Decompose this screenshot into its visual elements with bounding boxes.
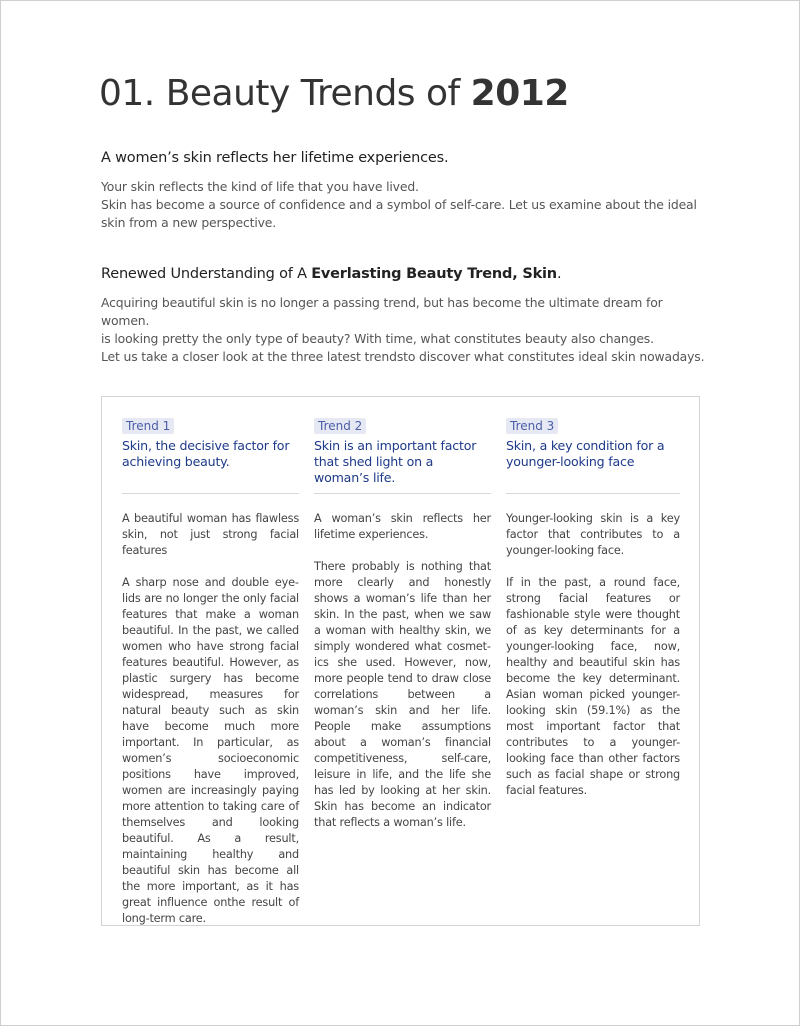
understanding-line: Let us take a closer look at the three latest trendsto discover what constitutes ideal skin nowadays. (101, 349, 705, 364)
title-year: 2012 (470, 73, 569, 114)
intro-section (101, 148, 705, 232)
trend-paragraph: If in the past, a round face, strong facial features or fashionable style were thought of as key determinants for a younger-looking face, now, healthy and beautiful skin has become the key determinant. Asian woman picked younger-looking skin (59.1%) as the most important factor that contributes to a younger-looking face than other factors such as facial shape or strong facial features. (506, 576, 680, 797)
trend-badge: Trend 2 (314, 418, 366, 434)
trend-paragraph: A sharp nose and double eyelids are no longer the only facial features that make a woman beautiful. In the past, we called women who have strong facial features beautiful. However, as plastic surgery has become widespread, measures for natural beauty such as skin have become much more important. In particular, as women’s socioeconomic positions have improved, women are increasingly paying more attention to taking care of themselves and looking beautiful. As a result, maintaining healthy and beautiful skin has become all the more important, as it has great influence onthe result of long-term care. (122, 576, 299, 925)
trend-body (122, 511, 299, 927)
understanding-line: Acquiring beautiful skin is no longer a passing trend, but has become the ultimate dream for women. (101, 295, 663, 328)
trends-box (101, 396, 700, 926)
trend-badge: Trend 1 (122, 418, 174, 434)
understanding-paragraph (101, 294, 705, 366)
trend-title: Skin, the decisive factor for achieving beauty. (122, 438, 290, 469)
understanding-line: is looking pretty the only type of beauty? With time, what constitutes beauty also changes. (101, 331, 654, 346)
understanding-heading (101, 264, 705, 284)
trend-title: Skin, a key condition for a younger-looking face (506, 438, 665, 469)
trend-paragraph: There probably is nothing that more clearly and honestly shows a woman’s life than her skin. In the past, when we saw a woman with healthy skin, we simply wondered what cosmetics she used. However, now, more people tend to draw close correlations between a woman’s skin and her life. People make assumptions about a woman’s financial competitiveness, self-care, leisure in life, and the life she has led by looking at her skin. Skin has become an indicator that reflects a woman’s life. (314, 560, 491, 829)
trend-body (506, 511, 680, 799)
heading-plain: Renewed Understanding of A (101, 266, 312, 282)
intro-heading: A women’s skin reflects her lifetime experiences. (101, 150, 449, 166)
heading-bold: Everlasting Beauty Trend, Skin (311, 266, 557, 282)
understanding-section (101, 264, 705, 366)
trend-badge: Trend 3 (506, 418, 558, 434)
trend-paragraph: A woman’s skin reflects her lifetime experiences. (314, 512, 491, 541)
page-title (99, 73, 569, 114)
intro-line: Your skin reflects the kind of life that you have lived. (101, 179, 419, 194)
trend-body (314, 511, 491, 831)
heading-end: . (556, 266, 562, 282)
trend-column (314, 415, 491, 831)
trend-column (506, 415, 680, 799)
divider (314, 493, 491, 494)
divider (122, 493, 299, 494)
trend-column (122, 415, 299, 927)
title-prefix: 01. Beauty Trends of (99, 73, 471, 114)
divider (506, 493, 680, 494)
trend-paragraph: A beautiful woman has flawless skin, not just strong facial features (122, 512, 299, 557)
intro-line: Skin has become a source of confidence and a symbol of self-care. Let us examine about the ideal skin from a new perspective. (101, 197, 697, 230)
trend-paragraph: Younger-looking skin is a key factor that contributes to a younger-looking face. (506, 512, 680, 557)
trend-title: Skin is an important factor that shed light on a woman’s life. (314, 438, 477, 485)
intro-paragraph (101, 178, 705, 232)
